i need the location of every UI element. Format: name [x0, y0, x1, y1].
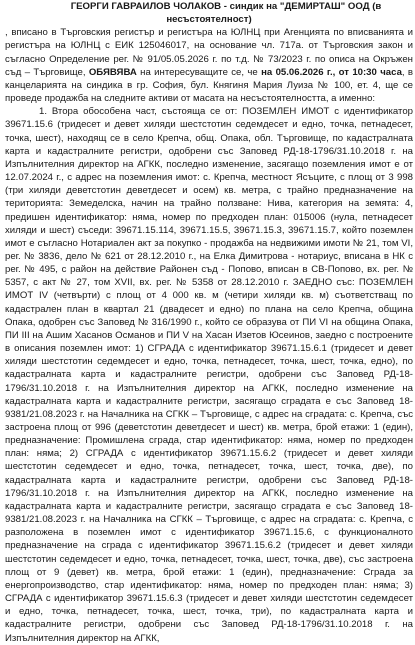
building-1-description: 1) СГРАДА с идентификатор 39671.15.6.1 (тридесет и девет хиляди шестстотин седемдесет и едно, точка, петнадесет, точка, шест, точка, едно), по кадастралната карта и кадастралните регистри, одобрени със Заповед РД-18-1796/31.10.2018 г. на Изпълнителния директор на АГКК, последно изменение на кадастралната карта и кадастралните регистри, засягащо сградата е със Заповед 18-9381/21.08.2023 г. на Началника на СГКК – Търговище, с адрес на сградата: с. Крепча, със застроена площ от 996 (деветстотин деветдесет и шест) кв. метра, брой етажи: 1 (един), предназначение: Промишлена сграда, стар идентификатор: няма, номер по предходен план: няма;: [5, 343, 414, 460]
intro-text-2: на интересуващите се, че: [136, 66, 262, 78]
item-1-description: 1. Втора обособена част, състояща се от: ПОЗЕМЛЕН ИМОТ с идентификатор 39671.15.6 (тридесет и девет хиляди шестстотин седемдесет и едно, точка, петнадесет, точка, шест), находящ се в село Крепча, общ. Опака, обл. Търговище, по кадастралната карта и кадастралните регистри, одобрени със Заповед РД-18-1796/31.10.2018 г. на Изпълнителния директор на АГКК, последно изменение, засягащо поземления имот е от 12.07.2024 г., с адрес на поземления имот: с. Крепча, местност Ясъците, с площ от 3 998 (три хиляди деветстотин деветдесет и осем) кв. метра, с трайно предназначение на територията: Земеделска, начин на трайно ползване: Нива, категория на земята: 4, предишен идентификатор: няма, номер по предходен план: 015006 (нула, петнадесет хиляди и шест) съседи: 39671.15.114, 39671.15.5, 39671.15.3, 39671.15.7, който поземлен имот е съгласно Нотариален акт за покупко - продажба на недвижими имоти № 21, том VI, рег. № 3836, дело № 621 от 28.12.2010 г., на Елка Димитрова - нотариус, вписана в НК с рег. № 495, с район на действие Районен съд - Попово, вписан в СВ-Попово, вх. рег. № 5357, с акт № 27, том XVII, вх. рег. № 5358 от 28.12.2010 г. ЗАЕДНО със: ПОЗЕМЛЕН ИМОТ IV (четвърти) с площ от 4 000 кв. м (четири хиляди кв. м) съответстващ по кадастрален план в квартал 21 (двадесет и едно) по плана на село Крепча, община Опака, одобрен със Заповед № 316/1990 г., който се образува от ПИ VI на община Опака, ПИ III на Ашим Хасанов Османов и ПИ V на Хасан Изетов Юсеинов, заедно с построените в описания поземлен имот:: [5, 106, 413, 355]
intro-text-3: , в канцеларията на синдика в гр. София, бул. Княгиня Мария Луиза № 100, ет. 4, ще се проведе продажба на следните активи от масата на несъстоятелността, а именно:: [5, 66, 414, 105]
intro-paragraph: [5, 26, 413, 105]
item-1-paragraph: [5, 105, 413, 644]
intro-text-1: , вписано в Търговския регистър и регистъра на ЮЛНЦ при Агенцията по вписванията и регистъра на ЮЛНЦ с ЕИК 125046017, на основание чл. 717а. от Търговския закон и съгласно Определение рег. № 91/05.05.2026 г. по т.д. № 73/2023 г. по описа на Окръжен съд – Търговище,: [5, 27, 413, 78]
document-heading: ГЕОРГИ ГАВРАИЛОВ ЧОЛАКОВ - синдик на "ДЕМИРТАШ" ООД (в несъстоятелност): [70, 1, 382, 26]
building-3-description: 3) СГРАДА с идентификатор 39671.15.6.3 (тридесет и девет хиляди шестстотин седемдесет и едно, точка, петнадесет, точка, шест, точка, три), по кадастралната карта и кадастралните регистри, одобрени със Заповед РД-18-1796/31.10.2018 г. на Изпълнителния директор на АГКК,: [5, 579, 413, 644]
sale-date-time: на 05.06.2026 г., от 10:30 часа: [261, 66, 402, 78]
building-2-description: 2) СГРАДА с идентификатор 39671.15.6.2 (тридесет и девет хиляди шестстотин седемдесет и едно, точка, петнадесет, точка, шест, точка, две), по кадастралната карта и кадастралните регистри, одобрени със Заповед РД-18-1796/31.10.2018 г. на Изпълнителния директор на АГКК, последно изменение на кадастралната карта и кадастралните регистри, засягащо сградата е със Заповед 18-9381/21.08.2023 г. на Началника на СГКК – Търговище, с адрес на сградата: с. Крепча, с разположена в поземлен имот с идентификатор 39671.15.6, с функционалното предназначение на сграда с идентификатор 39671.15.6.2 (тридесет и девет хиляди шестстотин седемдесет и едно, точка, петнадесет, точка, шест, точка, две), със застроена площ от 9 (девет) кв. метра, брой етажи: 1 (един), предназначение: Сграда за енергопроизводство, стар идентификатор: няма, номер по предходен план: няма;: [5, 448, 413, 591]
announce-word: ОБЯВЯВА: [88, 66, 137, 78]
